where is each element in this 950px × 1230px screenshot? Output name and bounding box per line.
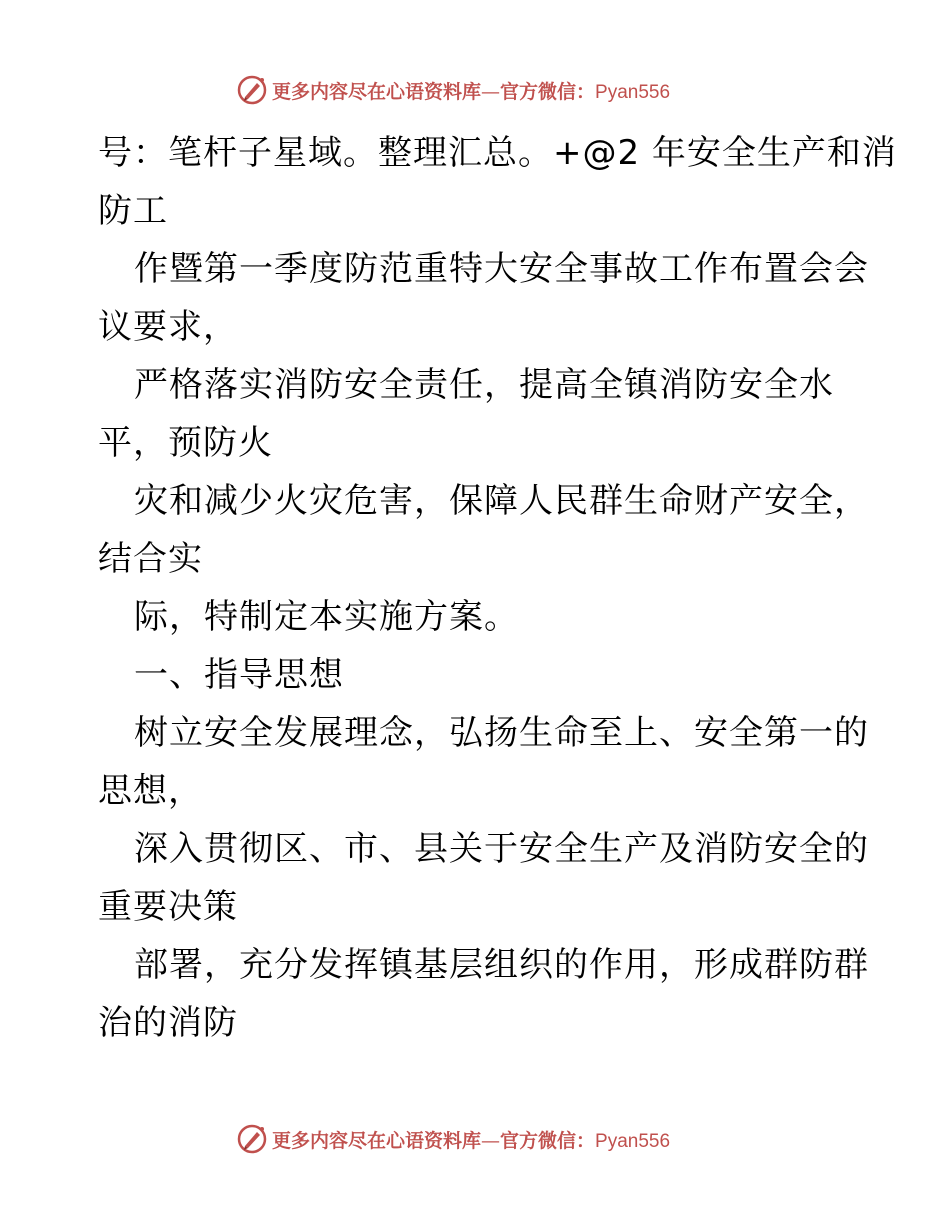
text-line: 灾和减少火灾危害，保障人民群生命财产安全， (134, 481, 869, 521)
watermark-title: 更多内容尽在心语资料库 (272, 80, 482, 103)
pen-circle-logo-icon (236, 1123, 268, 1155)
watermark-wechat-label: 官方微信： (500, 1129, 596, 1152)
text-line: 防工 (98, 191, 168, 231)
text-line: 树立安全发展理念，弘扬生命至上、安全第一的 (134, 713, 869, 753)
watermark-separator: — (481, 1129, 501, 1152)
document-body (98, 124, 897, 1052)
text-line: 深入贯彻区、市、县关于安全生产及消防安全的 (134, 829, 869, 869)
watermark-wechat-label: 官方微信： (500, 80, 596, 103)
watermark-wechat-id: Pyan556 (595, 1130, 671, 1152)
text-line: 平，预防火 (98, 423, 273, 463)
text-line: 结合实 (98, 539, 203, 579)
watermark-separator: — (481, 80, 501, 103)
text-line: 部署，充分发挥镇基层组织的作用，形成群防群 (134, 945, 869, 985)
text-line: 际，特制定本实施方案。 (134, 597, 519, 637)
footer-watermark (236, 1122, 670, 1156)
pen-circle-logo-icon (236, 74, 268, 106)
text-line: 议要求， (98, 307, 238, 347)
section-heading: 一、指导思想 (134, 655, 344, 695)
text-line: 号：笔杆子星域。整理汇总。+@2 年安全生产和消 (98, 133, 897, 173)
watermark-text (272, 1126, 670, 1153)
text-line: 严格落实消防安全责任，提高全镇消防安全水 (134, 365, 834, 405)
text-line: 作暨第一季度防范重特大安全事故工作布置会会 (134, 249, 869, 289)
watermark-wechat-id: Pyan556 (595, 81, 671, 103)
watermark-title: 更多内容尽在心语资料库 (272, 1129, 482, 1152)
text-line: 重要决策 (98, 887, 238, 927)
watermark-text (272, 77, 670, 104)
header-watermark (236, 73, 670, 107)
text-line: 治的消防 (98, 1003, 238, 1043)
text-line: 思想， (98, 771, 203, 811)
